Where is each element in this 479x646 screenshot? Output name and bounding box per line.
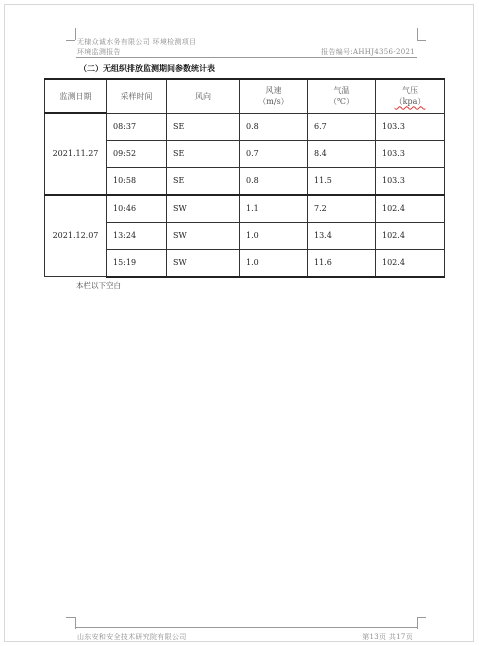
direction-cell: SE (167, 140, 240, 167)
speed-cell: 1.1 (240, 195, 308, 223)
direction-cell: SW (167, 222, 240, 249)
crop-mark-top-right (417, 40, 426, 41)
pressure-cell: 102.4 (376, 222, 445, 249)
speed-cell: 1.0 (240, 222, 308, 249)
header-report-number: 报告编号:AHHJ4356-2021 (321, 48, 415, 56)
table-title: （二）无组织排放监测期间参数统计表 (79, 64, 215, 73)
pressure-cell: 103.3 (376, 140, 445, 167)
crop-mark-bottom-right (417, 617, 426, 618)
unit-label: （℃） (329, 97, 354, 107)
date-cell: 2021.11.27 (45, 113, 107, 195)
blank-below-note: 本栏以下空白 (76, 281, 121, 290)
footer-rule (76, 627, 417, 628)
speed-cell: 0.8 (240, 113, 308, 140)
temperature-cell: 8.4 (308, 140, 376, 167)
time-cell: 13:24 (107, 222, 167, 249)
time-cell: 15:19 (107, 249, 167, 277)
crop-mark-bottom-left (66, 617, 75, 618)
temperature-cell: 6.7 (308, 113, 376, 140)
unit-label: （kpa） (394, 97, 426, 107)
column-header: 风速 （m/s） (240, 79, 308, 113)
column-header: 气温 （℃） (308, 79, 376, 113)
direction-cell: SW (167, 195, 240, 223)
time-cell: 08:37 (107, 113, 167, 140)
pressure-cell: 103.3 (376, 113, 445, 140)
crop-mark-top-left (66, 40, 75, 41)
unit-label: （m/s） (258, 97, 289, 107)
crop-mark-bottom-right-v (417, 617, 418, 629)
column-header: 采样时间 (107, 79, 167, 113)
pressure-cell: 102.4 (376, 249, 445, 277)
direction-cell: SE (167, 113, 240, 140)
date-cell: 2021.12.07 (45, 195, 107, 277)
temperature-cell: 13.4 (308, 222, 376, 249)
temperature-cell: 7.2 (308, 195, 376, 223)
column-header: 监测日期 (45, 79, 107, 113)
table-row (45, 195, 445, 223)
temperature-cell: 11.5 (308, 167, 376, 195)
table-row (45, 113, 445, 140)
time-cell: 09:52 (107, 140, 167, 167)
crop-mark-top-right-v (417, 28, 418, 40)
footer-company: 山东安和安全技术研究院有限公司 (77, 633, 187, 641)
speed-cell: 1.0 (240, 249, 308, 277)
temperature-cell: 11.6 (308, 249, 376, 277)
speed-cell: 0.8 (240, 167, 308, 195)
time-cell: 10:58 (107, 167, 167, 195)
column-header: 气压 （kpa） (376, 79, 445, 113)
pressure-cell: 102.4 (376, 195, 445, 223)
direction-cell: SE (167, 167, 240, 195)
header-rule (76, 57, 417, 58)
parameter-table (44, 78, 445, 278)
column-header: 风向 (167, 79, 240, 113)
pressure-cell: 103.3 (376, 167, 445, 195)
time-cell: 10:46 (107, 195, 167, 223)
speed-cell: 0.7 (240, 140, 308, 167)
header-report-type: 环境监测报告 (77, 48, 121, 56)
direction-cell: SW (167, 249, 240, 277)
crop-mark-top-left-v (75, 28, 76, 40)
header-company: 无棣众诚水务有限公司 环境检测项目 (77, 38, 197, 46)
table-header-row (45, 79, 445, 113)
footer-page-number: 第13页 共17页 (362, 633, 413, 641)
